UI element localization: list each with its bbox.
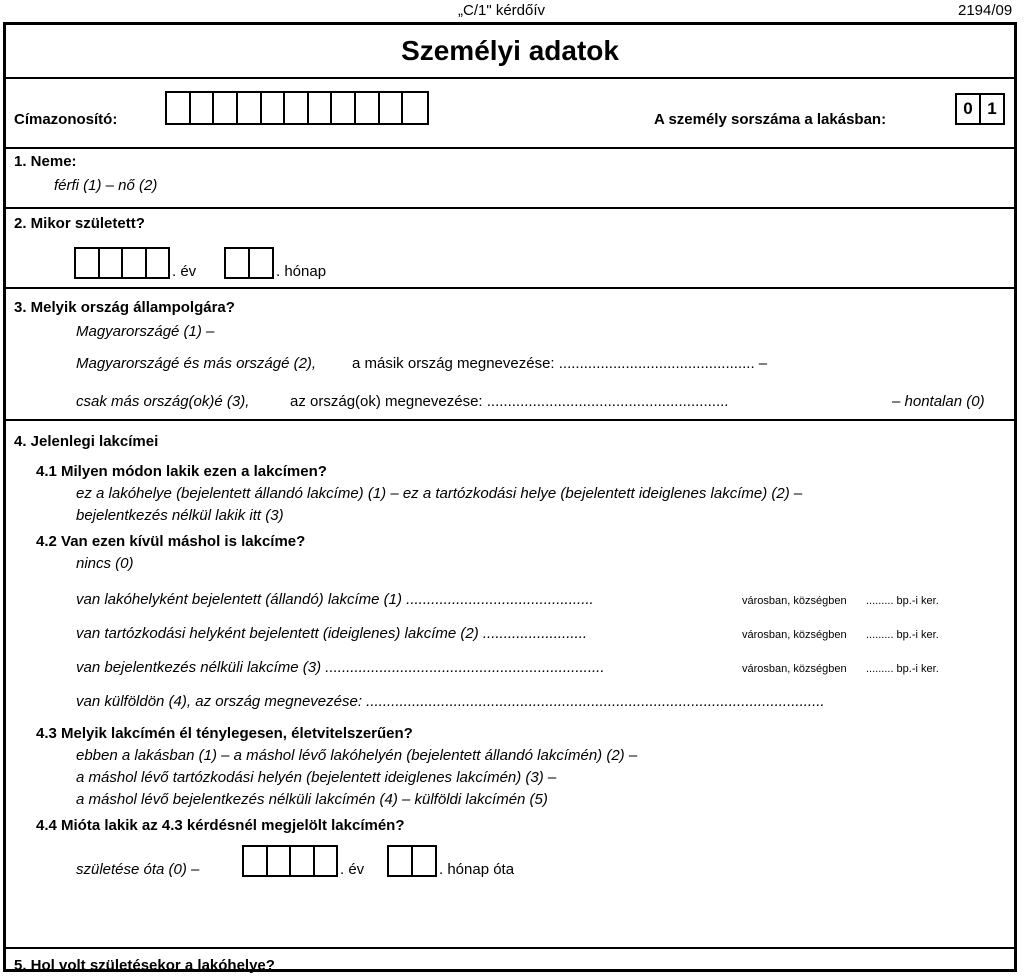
q3-option-1[interactable]: Magyarországé (1) – [76,323,215,340]
q3-option-2[interactable]: Magyarországé és más országé (2), [76,355,317,372]
address-id-box[interactable] [191,93,215,123]
birth-month-boxes[interactable] [224,247,274,279]
q3-option-3[interactable]: csak más ország(ok)é (3), [76,393,250,410]
q42-row-city: városban, községben [742,663,847,675]
q42-option-none[interactable]: nincs (0) [76,555,134,572]
q3-title: 3. Melyik ország állampolgára? [14,299,235,316]
q42-title: 4.2 Van ezen kívül máshol is lakcíme? [36,533,306,550]
q42-row-district: ......... bp.-i ker. [866,663,939,675]
q3-section [6,287,1014,421]
since-month-label: . hónap óta [439,861,515,878]
q42-row-city: városban, községben [742,595,847,607]
person-number-label: A személy sorszáma a lakásban: [654,111,887,128]
q41-options-line1[interactable]: ez a lakóhelye (bejelentett állandó lakcíme) (1) – ez a tartózkodási helye (bejelentett ideiglenes lakcíme) (2) – [76,485,803,502]
since-year-box[interactable] [244,847,268,875]
address-id-label: Címazonosító: [14,111,118,128]
address-id-box[interactable] [262,93,286,123]
since-month-box[interactable] [413,847,435,875]
address-id-box[interactable] [309,93,333,123]
address-id-box[interactable] [332,93,356,123]
q42-option-abroad[interactable]: van külföldön (4), az ország megnevezése: .............................................................................................................. [76,693,825,710]
address-id-box[interactable] [214,93,238,123]
q5-section [6,947,1014,974]
form-frame [3,22,1017,972]
since-year-box[interactable] [291,847,315,875]
q43-title: 4.3 Melyik lakcímén él ténylegesen, életvitelszerűen? [36,725,413,742]
birth-month-box[interactable] [250,249,272,277]
since-month-boxes[interactable] [387,845,437,877]
q41-title: 4.1 Milyen módon lakik ezen a lakcímen? [36,463,327,480]
q2-title: 2. Mikor született? [14,215,145,232]
birth-year-box[interactable] [100,249,124,277]
form-code: 2194/09 [958,2,1013,19]
q3-option-3-countries: az ország(ok) megnevezése: .......................................................... [290,393,729,410]
address-id-box[interactable] [380,93,404,123]
birth-month-box[interactable] [226,249,250,277]
person-number-digit[interactable]: 1 [987,99,997,118]
q42-row-city: városban, községben [742,629,847,641]
q43-options-line3[interactable]: a máshol lévő bejelentkezés nélküli lakcímén (4) – külföldi lakcímén (5) [76,791,548,808]
since-year-box[interactable] [268,847,292,875]
q5-title: 5. Hol volt születésekor a lakóhelye? [14,957,275,974]
address-id-box[interactable] [285,93,309,123]
q43-options-line1[interactable]: ebben a lakásban (1) – a máshol lévő lakóhelyén (bejelentett állandó lakcímén) (2) – [76,747,638,764]
q43-options-line2[interactable]: a máshol lévő tartózkodási helyén (bejelentett ideiglenes lakcímén) (3) – [76,769,557,786]
q42-row-label[interactable]: van tartózkodási helyként bejelentett (ideiglenes) lakcíme (2) ......................... [76,625,588,642]
q3-option-2-country: a másik ország megnevezése: ............................................... – [352,355,768,372]
q2-section [6,207,1014,289]
q44-title: 4.4 Mióta lakik az 4.3 kérdésnél megjelölt lakcímén? [36,817,405,834]
q42-row-label[interactable]: van bejelentkezés nélküli lakcíme (3) ................................................................... [76,659,605,676]
birth-year-box[interactable] [76,249,100,277]
q42-row-district: ......... bp.-i ker. [866,629,939,641]
since-year-boxes[interactable] [242,845,338,877]
birth-year-boxes[interactable] [74,247,170,279]
address-id-box[interactable] [238,93,262,123]
birth-year-box[interactable] [147,249,169,277]
q3-option-stateless[interactable]: – hontalan (0) [892,393,985,410]
q1-title: 1. Neme: [14,153,77,170]
q4-title: 4. Jelenlegi lakcímei [14,433,159,450]
title-band [6,25,1014,79]
form-name: „C/1" kérdőív [458,2,546,19]
address-id-box[interactable] [356,93,380,123]
address-id-box[interactable] [403,93,427,123]
since-month-box[interactable] [389,847,413,875]
birth-year-label: . év [172,263,197,280]
person-number-digit[interactable]: 0 [957,95,981,123]
person-number-boxes[interactable] [955,93,1005,125]
birth-month-label: . hónap [276,263,327,280]
q44-since-birth[interactable]: születése óta (0) – [76,861,200,878]
q42-row-label[interactable]: van lakóhelyként bejelentett (állandó) lakcíme (1) ............................................. [76,591,594,608]
page-title: Személyi adatok [401,35,619,66]
address-section [6,77,1014,149]
address-id-boxes[interactable] [165,91,429,125]
since-year-label: . év [340,861,365,878]
page-header [0,0,1024,22]
q41-options-line2[interactable]: bejelentkezés nélkül lakik itt (3) [76,507,284,524]
q42-row-district: ......... bp.-i ker. [866,595,939,607]
q4-section [6,419,1014,949]
birth-year-box[interactable] [123,249,147,277]
q1-options[interactable]: férfi (1) – nő (2) [54,177,158,194]
q1-section [6,147,1014,209]
address-id-box[interactable] [167,93,191,123]
since-year-box[interactable] [315,847,337,875]
